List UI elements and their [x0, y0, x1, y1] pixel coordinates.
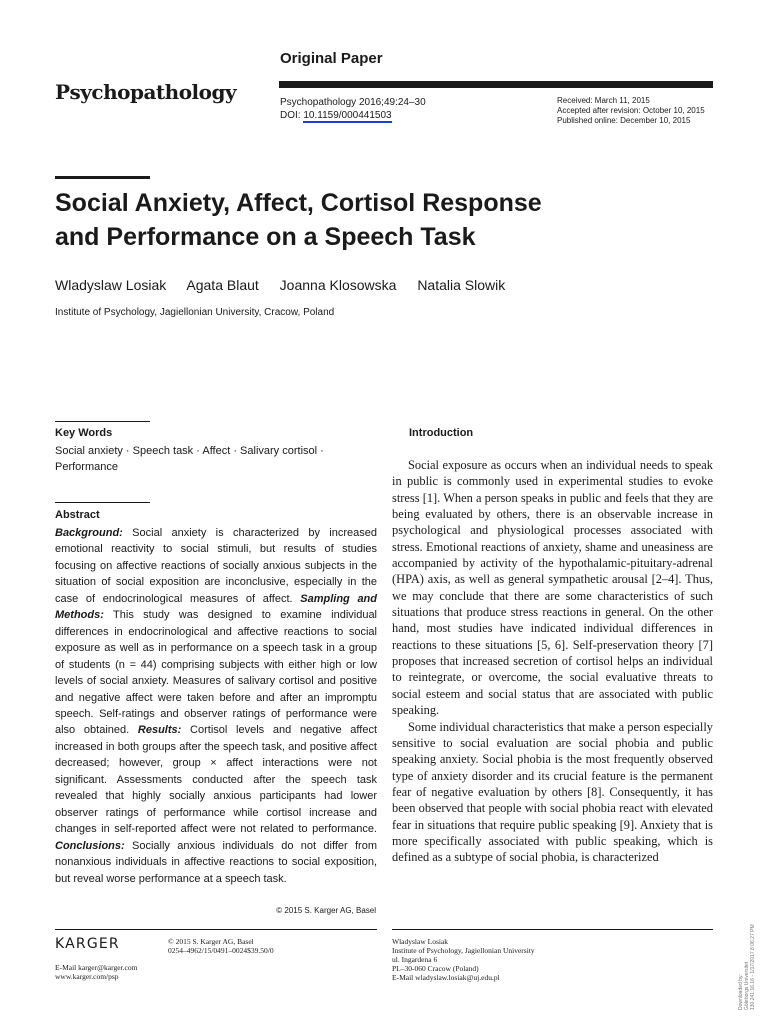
citation: Psychopathology 2016;49:24–30: [280, 97, 426, 108]
accepted-date: Accepted after revision: October 10, 2015: [557, 106, 705, 115]
methods-text: This study was designed to examine individual differences in endocrinological and affective reactions to social exposure as well as in performance on a speech task in a group of students (n = 44) comprising subjects with either high or low levels of social anxiety. Measures of salivary cortisol and positive and negative affect were taken before and after an impromptu speech. Self-ratings and observer ratings of performance were also obtained.: [55, 609, 377, 737]
correspondence-block: [392, 937, 535, 982]
publisher-logo: KARGER: [55, 936, 120, 952]
publisher-contact: [55, 963, 137, 981]
publisher-website[interactable]: www.karger.com/psp: [55, 972, 119, 981]
journal-logo: Psychopathology: [55, 80, 237, 104]
author-2: Agata Blaut: [186, 277, 259, 293]
download-stamp: [738, 900, 756, 1010]
keywords-heading: Key Words: [55, 427, 113, 439]
article-title: [55, 186, 655, 254]
results-label: Results:: [137, 724, 182, 737]
keywords-rule: [55, 421, 150, 422]
abstract-heading: Abstract: [55, 509, 100, 521]
author-4: Natalia Slowik: [417, 277, 506, 293]
title-line-2: and Performance on a Speech Task: [55, 223, 476, 251]
publisher-info: [168, 937, 274, 955]
author-3: Joanna Klosowska: [279, 277, 397, 293]
background-text: Social anxiety is characterized by increased emotional reactivity to social stimuli, but results of studies focusing on affective reactions of socially anxious subjects in the situation of social exposition are inconclusive, especially in the case of endocrinological measures of affect.: [55, 527, 377, 605]
doi-link[interactable]: 10.1159/000441503: [303, 110, 392, 121]
doi-line: [280, 109, 426, 122]
download-stamp-line-1: Downloaded by:: [738, 974, 744, 1010]
footer-rule-left: [55, 929, 377, 930]
published-date: Published online: December 10, 2015: [557, 116, 691, 125]
corr-name: Wladyslaw Losiak: [392, 937, 449, 946]
results-text: Cortisol levels and negative affect increased in both groups after the speech task, and positive affect decreased; however, group × affect interactions were not significant. Assessments conducted after the speech task revealed that highly socially anxious participants had lower observer ratings of performance while cortisol increase and changes in self-reported affect were not related to performance.: [55, 724, 377, 836]
introduction-heading: Introduction: [409, 427, 474, 439]
title-line-1: Social Anxiety, Affect, Cortisol Response: [55, 189, 542, 217]
abstract-rule: [55, 502, 150, 503]
conclusions-text: Socially anxious individuals do not differ from nonanxious individuals in affective reactions to social exposition, but reveal worse performance at a speech task.: [55, 839, 377, 885]
citation-block: [280, 96, 426, 122]
author-1: Wladyslaw Losiak: [55, 277, 167, 293]
publisher-email[interactable]: E-Mail karger@karger.com: [55, 963, 138, 972]
header-rule: [279, 81, 713, 88]
download-stamp-line-2: Göteborgs Universitet: [744, 961, 750, 1010]
section-label: Original Paper: [280, 50, 383, 67]
affiliation: Institute of Psychology, Jagiellonian University, Cracow, Poland: [55, 307, 335, 318]
publisher-copyright: © 2015 S. Karger AG, Basel: [168, 937, 254, 946]
corr-institution: Institute of Psychology, Jagiellonian University: [392, 946, 535, 955]
conclusions-label: Conclusions:: [55, 839, 125, 852]
dates-block: [557, 96, 705, 126]
download-stamp-line-3: 130.241.16.16 - 1/17/2017 8:06:27 PM: [750, 924, 756, 1010]
abstract-copyright: © 2015 S. Karger AG, Basel: [276, 906, 376, 915]
corr-email[interactable]: E-Mail wladyslaw.losiak@uj.edu.pl: [392, 973, 500, 982]
intro-paragraph-2: Some individual characteristics that make a person especially sensitive to social evaluation are social phobia and public speaking anxiety. Social phobia is the most frequently observed type of anxiety disorder and its crucial feature is the permanent fear of negative evaluation by others [8]. Consequently, it has been observed that people with social phobia react with elevated fear in situations that require public speaking [9]. Anxiety that is more specifically associated with public speaking, which is defined as a subtype of social phobia, is characterized: [392, 719, 713, 865]
publisher-code: 0254–4962/15/0491–0024$39.50/0: [168, 946, 274, 955]
abstract-text: [55, 525, 377, 887]
received-date: Received: March 11, 2015: [557, 96, 650, 105]
background-label: Background:: [55, 527, 123, 539]
introduction-body: [392, 457, 713, 866]
footer-rule-right: [392, 929, 713, 930]
methods-label: Sampling and Methods:: [55, 592, 377, 622]
intro-paragraph-1: Social exposure as occurs when an individual needs to speak in public is commonly used in experimental studies to evoke stress [1]. When a person speaks in public and feels that they are being evaluated by others, there is an observable increase in psychological and physiological processes associated with stress. Emotional reactions of anxiety, shame and uneasiness are accompanied by activity of the hypothalamic-pituitary-adrenal (HPA) axis, as well as general sympathetic arousal [2–4]. Thus, we may conclude that there are some characteristics of such situations that produce stress reactions in general. On the other hand, most studies have indicated individual differences in reactions to these situations [5, 6]. Self-preservation theory [7] proposes that increased secretion of cortisol helps an individual to reintegrate, or overcome, the social evaluative threats to social esteem and social status that are associated with public speaking.: [392, 458, 713, 718]
author-list: [55, 277, 522, 293]
corr-street: ul. Ingardena 6: [392, 955, 438, 964]
title-rule: [55, 176, 150, 179]
corr-city: PL–30-060 Cracow (Poland): [392, 964, 479, 973]
doi-prefix: DOI:: [280, 110, 304, 121]
keywords-text: Social anxiety · Speech task · Affect · Salivary cortisol · Performance: [55, 445, 324, 473]
